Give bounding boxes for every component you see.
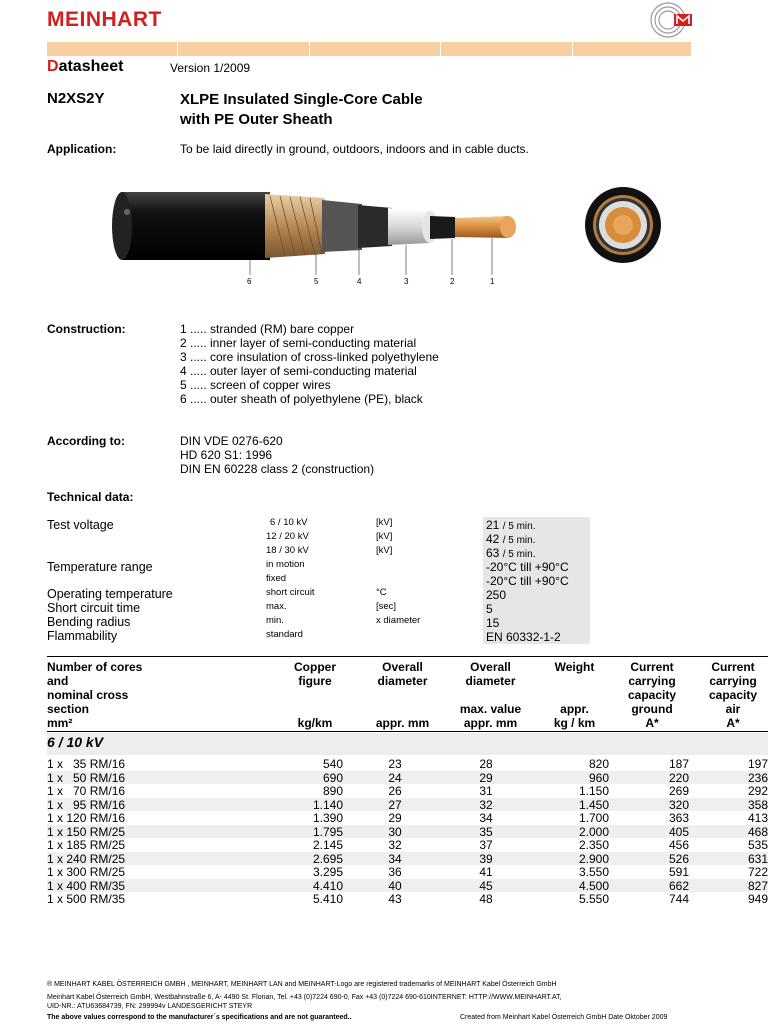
table-cell: 468 bbox=[747, 824, 768, 839]
table-cell: 269 bbox=[668, 784, 689, 798]
tech-value: 63 / 5 min. bbox=[486, 546, 536, 560]
table-cell: 1.450 bbox=[578, 797, 609, 812]
table-row bbox=[47, 757, 768, 770]
table-cell: 1.795 bbox=[312, 824, 343, 839]
table-cell: 827 bbox=[747, 878, 768, 893]
construction-item: 3 ..... core insulation of cross-linked polyethylene bbox=[180, 350, 439, 364]
table-cell: 1.700 bbox=[578, 811, 609, 825]
table-cell: 29 bbox=[388, 811, 402, 825]
table-header-rule bbox=[47, 731, 768, 732]
tech-value: 21 / 5 min. bbox=[486, 518, 536, 532]
table-cell: 690 bbox=[322, 770, 343, 785]
brand-emblem-icon bbox=[648, 0, 692, 40]
table-row bbox=[47, 798, 768, 811]
table-cell: 5.550 bbox=[578, 892, 609, 906]
header-capacity-air: Current carrying capacity air A* bbox=[708, 660, 758, 730]
cable-number-1: 1 bbox=[490, 277, 495, 286]
tech-name: Bending radius bbox=[47, 615, 131, 629]
table-cell: 220 bbox=[668, 770, 689, 785]
table-cell: 413 bbox=[747, 811, 768, 825]
table-row bbox=[47, 784, 768, 797]
tech-cond: in motion bbox=[266, 559, 305, 570]
table-cell: 358 bbox=[747, 797, 768, 812]
table-cell: 26 bbox=[388, 784, 402, 798]
table-cell: 34 bbox=[479, 811, 493, 825]
table-cell: 4.500 bbox=[578, 878, 609, 893]
table-cell: 28 bbox=[479, 757, 493, 771]
table-cell: 591 bbox=[668, 865, 689, 879]
standards-list bbox=[180, 434, 374, 476]
table-cell: 1 x 50 RM/16 bbox=[47, 770, 126, 785]
table-cell: 1 x 35 RM/16 bbox=[47, 757, 126, 771]
table-row bbox=[47, 879, 768, 892]
tech-name: Flammability bbox=[47, 629, 118, 643]
table-cell: 29 bbox=[479, 770, 493, 785]
table-cell: 405 bbox=[668, 824, 689, 839]
tech-cond: standard bbox=[266, 629, 303, 640]
table-cell: 949 bbox=[747, 892, 768, 906]
construction-item: 6 ..... outer sheath of polyethylene (PE), black bbox=[180, 392, 423, 406]
table-cell: 32 bbox=[388, 838, 402, 852]
table-cell: 37 bbox=[479, 838, 493, 852]
table-cell: 40 bbox=[388, 878, 402, 893]
tech-cond: min. bbox=[266, 615, 284, 626]
table-cell: 1 x 70 RM/16 bbox=[47, 784, 126, 798]
cable-number-2: 2 bbox=[450, 277, 455, 286]
header-overall-diameter: Overall diameter appr. mm bbox=[375, 660, 430, 730]
product-name: XLPE Insulated Single-Core Cable with PE Outer Sheath bbox=[180, 91, 423, 128]
tech-value: 5 bbox=[486, 602, 493, 616]
cable-number-5: 5 bbox=[314, 277, 319, 286]
technical-label: Technical data: bbox=[47, 490, 134, 504]
version-label: Version 1/2009 bbox=[170, 61, 251, 75]
table-cell: 1 x 95 RM/16 bbox=[47, 797, 126, 812]
header-capacity-ground: Current carrying capacity ground A* bbox=[627, 660, 677, 730]
table-cell: 1 x 240 RM/25 bbox=[47, 851, 126, 866]
table-cell: 1 x 500 RM/35 bbox=[47, 892, 126, 906]
table-cell: 820 bbox=[588, 757, 609, 771]
table-row bbox=[47, 852, 768, 865]
table-cell: 890 bbox=[322, 784, 343, 798]
table-cell: 32 bbox=[479, 797, 493, 812]
table-cell: 3.550 bbox=[578, 865, 609, 879]
table-row bbox=[47, 838, 768, 851]
cable-illustration bbox=[100, 180, 540, 290]
footer-uid: UID-NR.: ATU63684739, FN: 299994v LANDESGERICHT STEYR bbox=[47, 1003, 253, 1010]
table-cell: 363 bbox=[668, 811, 689, 825]
header-cores: Number of cores and nominal cross section mm² bbox=[47, 660, 143, 730]
table-cell: 48 bbox=[479, 892, 493, 906]
standard-item: HD 620 S1: 1996 bbox=[180, 448, 273, 462]
table-cell: 187 bbox=[668, 757, 689, 771]
footer-address: Meinhart Kabel Österreich GmbH, Westbahnstraße 6, A- 4490 St. Florian, Tel. +43 (0)7224 690-0, Fax +43 (0)7224 690-610INTERNET: HTTP://WWW.MEINHART.AT, bbox=[47, 994, 562, 1001]
standard-item: DIN EN 60228 class 2 (construction) bbox=[180, 462, 375, 476]
header-weight: Weight appr. kg / km bbox=[553, 660, 596, 730]
table-cell: 662 bbox=[668, 878, 689, 893]
table-cell: 43 bbox=[388, 892, 402, 906]
tech-unit: x diameter bbox=[376, 615, 421, 626]
table-cell: 5.410 bbox=[312, 892, 343, 906]
table-row bbox=[47, 892, 768, 905]
table-cell: 1 x 185 RM/25 bbox=[47, 838, 126, 852]
table-cell: 722 bbox=[747, 865, 768, 879]
construction-item: 4 ..... outer layer of semi-conducting material bbox=[180, 364, 417, 378]
table-row bbox=[47, 811, 768, 824]
table-top-rule bbox=[47, 656, 768, 657]
table-cell: 1.140 bbox=[312, 797, 343, 812]
tech-cond: fixed bbox=[266, 573, 287, 584]
construction-item: 1 ..... stranded (RM) bare copper bbox=[180, 322, 355, 336]
table-cell: 3.295 bbox=[312, 865, 343, 879]
table-cell: 35 bbox=[479, 824, 493, 839]
tech-unit: °C bbox=[376, 587, 387, 598]
table-cell: 4.410 bbox=[312, 878, 343, 893]
application-text: To be laid directly in ground, outdoors, indoors and in cable ducts. bbox=[180, 142, 529, 156]
construction-item: 5 ..... screen of copper wires bbox=[180, 378, 331, 392]
tech-value: 42 / 5 min. bbox=[486, 532, 536, 546]
table-cell: 2.900 bbox=[578, 851, 609, 866]
tech-name: Operating temperature bbox=[47, 587, 173, 601]
section-label: 6 / 10 kV bbox=[47, 734, 104, 750]
tech-cond: short circuit bbox=[266, 587, 315, 598]
table-cell: 1 x 120 RM/16 bbox=[47, 811, 126, 825]
tech-unit: [kV] bbox=[376, 545, 393, 556]
cable-number-3: 3 bbox=[404, 277, 409, 286]
table-cell: 631 bbox=[747, 851, 768, 866]
table-row bbox=[47, 865, 768, 878]
table-cell: 2.695 bbox=[312, 851, 343, 866]
tech-value: 250 bbox=[486, 588, 507, 602]
table-cell: 1.390 bbox=[312, 811, 343, 825]
tech-cond: 18 / 30 kV bbox=[266, 545, 309, 556]
standard-item: DIN VDE 0276-620 bbox=[180, 434, 283, 448]
header-overall-diameter-max: Overall diameter max. value appr. mm bbox=[459, 660, 522, 730]
table-cell: 292 bbox=[747, 784, 768, 798]
table-cell: 320 bbox=[668, 797, 689, 812]
tech-cond: 12 / 20 kV bbox=[266, 531, 309, 542]
footer-trademark: ® MEINHART KABEL ÖSTERREICH GMBH , MEINHART, MEINHART LAN and MEINHART-Logo are registered trademarks of MEINHART Kabel Österreich GmbH bbox=[47, 981, 557, 988]
tech-unit: [kV] bbox=[376, 531, 393, 542]
footer-created: Created from Meinhart Kabel Österreich GmbH Date Oktober 2009 bbox=[460, 1014, 668, 1021]
table-cell: 31 bbox=[479, 784, 493, 798]
tech-cond: 6 / 10 kV bbox=[270, 517, 308, 528]
table-cell: 45 bbox=[479, 878, 493, 893]
table-row bbox=[47, 825, 768, 838]
tech-value: -20°C till +90°C bbox=[486, 574, 569, 588]
cable-number-6: 6 bbox=[247, 277, 252, 286]
table-cell: 1 x 300 RM/25 bbox=[47, 865, 126, 879]
tech-unit: [kV] bbox=[376, 517, 393, 528]
table-cell: 456 bbox=[668, 838, 689, 852]
table-cell: 27 bbox=[388, 797, 402, 812]
tech-name: Test voltage bbox=[47, 518, 114, 532]
table-cell: 540 bbox=[322, 757, 343, 771]
table-cell: 2.145 bbox=[312, 838, 343, 852]
table-cell: 2.350 bbox=[578, 838, 609, 852]
application-label: Application: bbox=[47, 142, 117, 156]
product-code: N2XS2Y bbox=[47, 90, 105, 107]
table-cell: 1 x 150 RM/25 bbox=[47, 824, 126, 839]
company-logo: MEINHART bbox=[47, 8, 162, 31]
table-row bbox=[47, 771, 768, 784]
table-cell: 23 bbox=[388, 757, 402, 771]
construction-label: Construction: bbox=[47, 322, 126, 336]
tech-value: EN 60332-1-2 bbox=[486, 630, 561, 644]
tech-cond: max. bbox=[266, 601, 287, 612]
table-cell: 34 bbox=[388, 851, 402, 866]
table-cell: 526 bbox=[668, 851, 689, 866]
table-cell: 41 bbox=[479, 865, 493, 879]
footer-disclaimer: The above values correspond to the manufacturer´s specifications and are not guaranteed.. bbox=[47, 1014, 352, 1021]
tech-name: Temperature range bbox=[47, 560, 153, 574]
tech-value: -20°C till +90°C bbox=[486, 560, 569, 574]
table-cell: 535 bbox=[747, 838, 768, 852]
construction-list bbox=[180, 322, 439, 406]
header-bar bbox=[47, 42, 691, 56]
construction-item: 2 ..... inner layer of semi-conducting material bbox=[180, 336, 417, 350]
header-copper: Copper figure kg/km bbox=[294, 660, 336, 730]
table-cell: 960 bbox=[588, 770, 609, 785]
tech-unit: [sec] bbox=[376, 601, 397, 612]
document-title: Datasheet bbox=[47, 58, 124, 75]
table-cell: 236 bbox=[747, 770, 768, 785]
cable-number-4: 4 bbox=[357, 277, 362, 286]
table-cell: 2.000 bbox=[578, 824, 609, 839]
table-cell: 744 bbox=[668, 892, 689, 906]
section-band bbox=[47, 733, 768, 755]
table-cell: 39 bbox=[479, 851, 493, 866]
table-cell: 30 bbox=[388, 824, 402, 839]
table-cell: 197 bbox=[747, 757, 768, 771]
table-cell: 1 x 400 RM/35 bbox=[47, 878, 126, 893]
table-cell: 24 bbox=[388, 770, 402, 785]
cable-cross-section bbox=[583, 185, 663, 265]
tech-name: Short circuit time bbox=[47, 601, 141, 615]
tech-value: 15 bbox=[486, 616, 500, 630]
table-cell: 1.150 bbox=[578, 784, 609, 798]
according-label: According to: bbox=[47, 434, 125, 448]
table-cell: 36 bbox=[388, 865, 402, 879]
